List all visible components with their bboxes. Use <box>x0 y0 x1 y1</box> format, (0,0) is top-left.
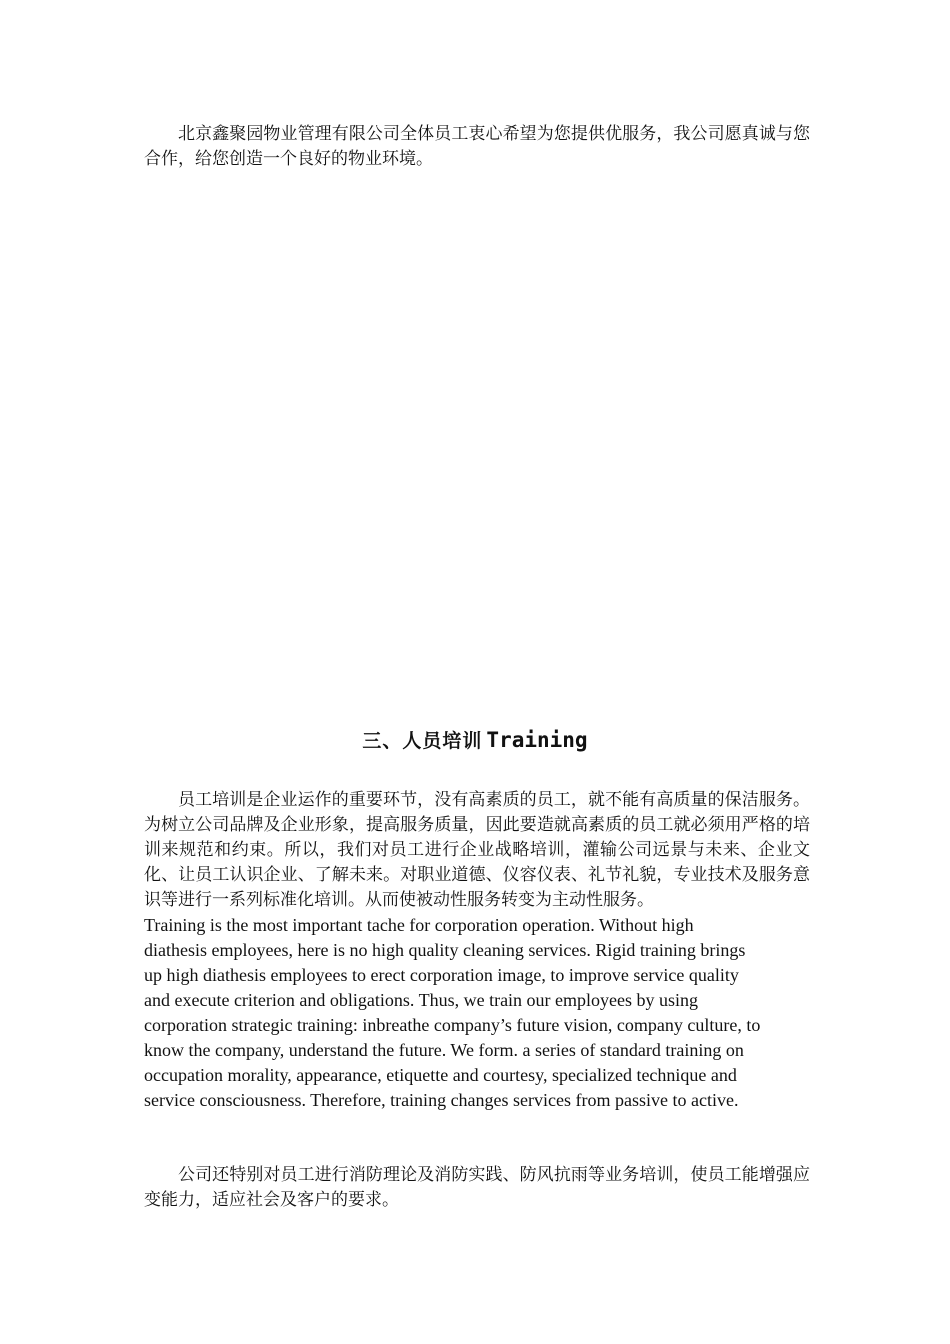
training-paragraph-zh: 员工培训是企业运作的重要环节，没有高素质的员工，就不能有高质量的保洁服务。为树立公司品牌及企业形象，提高服务质量，因此要造就高素质的员工就必须用严格的培训来规范和约束。所以，我们对员工进行企业战略培训，灌输公司远景与未来、企业文化、让员工认识企业、了解未来。对职业道德、仪容仪表、礼节礼貌，专业技术及服务意识等进行一系列标准化培训。从而使被动性服务转变为主动性服务。 <box>144 790 810 910</box>
intro-section <box>144 122 810 172</box>
fire-training-paragraph: 公司还特别对员工进行消防理论及消防实践、防风抗雨等业务培训，使员工能增强应变能力，适应社会及客户的要求。 <box>144 1165 810 1210</box>
section-heading-zh: 三、人员培训 <box>362 730 483 752</box>
fire-training-section <box>144 1163 810 1213</box>
training-paragraph-en: Training is the most important tache for corporation operation. Without high diathesis employees, here is no high quality cleaning services. Rigid training brings up high diathesis employees to erect corporation image, to improve service quality and execute criterion and obligations. Thus, we train our employees by using corporation strategic training: inbreathe company’s future vision, company culture, to know the company, understand the future. We form. a series of standard training on occupation morality, appearance, etiquette and courtesy, specialized technique and service consciousness. Therefore, training changes services from passive to active. <box>144 915 761 1110</box>
section-heading-en: Training <box>486 728 588 752</box>
training-section <box>144 788 810 1113</box>
intro-paragraph: 北京鑫聚园物业管理有限公司全体员工衷心希望为您提供优服务，我公司愿真诚与您合作，给您创造一个良好的物业环境。 <box>144 124 810 169</box>
section-heading <box>0 724 950 757</box>
